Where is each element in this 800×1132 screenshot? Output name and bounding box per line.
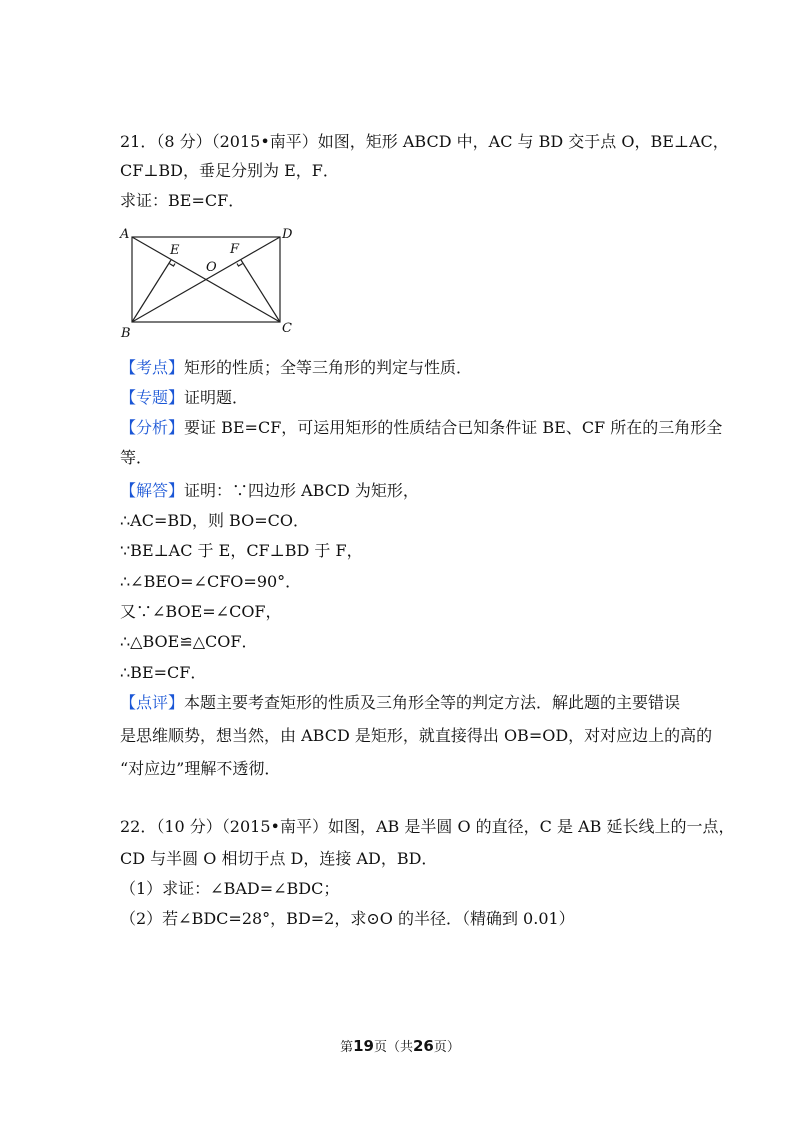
q21-line1: 21．（8 分）（2015•南平）如图，矩形 ABCD 中，AC 与 BD 交于点 O，BE⊥AC， xyxy=(120,132,729,151)
page-footer xyxy=(0,1036,800,1055)
footer-total-pages: 26 xyxy=(413,1037,434,1055)
footer-page-number: 19 xyxy=(353,1037,374,1055)
footer-mid: 页（共 xyxy=(373,1040,413,1055)
fenxi-line xyxy=(120,418,722,438)
q22-line4: （2）若∠BDC=28°，BD=2，求⊙O 的半径．（精确到 0.01） xyxy=(120,909,575,928)
q21-line2: CF⊥BD，垂足分别为 E，F． xyxy=(120,161,339,180)
jieda-step-2: ∵BE⊥AC 于 E，CF⊥BD 于 F， xyxy=(120,541,363,560)
fenxi-tag: 【分析】 xyxy=(120,418,185,437)
jieda-step-1: ∴AC=BD，则 BO=CO． xyxy=(120,511,309,530)
jieda-step-5: ∴△BOE≌△COF． xyxy=(120,632,258,651)
kaodian-tag: 【考点】 xyxy=(120,358,185,377)
q21-line3: 求证：BE=CF． xyxy=(120,191,245,210)
zhuanti-text: 证明题． xyxy=(184,388,249,407)
fenxi-line2: 等． xyxy=(120,448,153,467)
jieda-line xyxy=(120,481,419,501)
right-angle-e xyxy=(170,264,176,267)
dianping-line3: “对应边”理解不透彻． xyxy=(120,759,281,778)
jieda-step-3: ∴∠BEO=∠CFO=90°． xyxy=(120,572,302,591)
label-e: E xyxy=(170,243,180,258)
footer-pre: 第 xyxy=(340,1040,354,1055)
kaodian-line xyxy=(120,358,472,378)
label-c: C xyxy=(282,321,292,336)
q22-line1: 22．（10 分）（2015•南平）如图，AB 是半圆 O 的直径，C 是 AB 延长线上的一点， xyxy=(120,817,735,836)
dianping-text: 本题主要考查矩形的性质及三角形全等的判定方法．解此题的主要错误 xyxy=(184,693,681,712)
segment-be xyxy=(132,260,171,322)
zhuanti-line xyxy=(120,388,248,408)
jieda-step-6: ∴BE=CF． xyxy=(120,663,207,682)
right-angle-f xyxy=(237,264,243,267)
rectangle-figure xyxy=(112,224,302,342)
footer-post: 页） xyxy=(433,1040,460,1055)
label-f: F xyxy=(230,242,240,257)
jieda-step-4: 又∵∠BOE=∠COF， xyxy=(120,602,282,621)
kaodian-text: 矩形的性质；全等三角形的判定与性质． xyxy=(184,358,473,377)
dianping-line xyxy=(120,693,680,713)
q22-line3: （1）求证：∠BAD=∠BDC； xyxy=(120,879,340,898)
jieda-text: 证明：∵四边形 ABCD 为矩形， xyxy=(184,481,419,500)
label-b: B xyxy=(121,326,131,341)
jieda-tag: 【解答】 xyxy=(120,481,185,500)
label-d: D xyxy=(282,227,293,242)
segment-cf xyxy=(241,260,280,322)
dianping-line2: 是思维顺势，想当然，由 ABCD 是矩形，就直接得出 OB=OD，对对应边上的高的 xyxy=(120,726,713,745)
label-o: O xyxy=(206,260,217,275)
q22-line2: CD 与半圆 O 相切于点 D，连接 AD，BD． xyxy=(120,849,438,868)
dianping-tag: 【点评】 xyxy=(120,693,185,712)
fenxi-text: 要证 BE=CF，可运用矩形的性质结合已知条件证 BE、CF 所在的三角形全 xyxy=(184,418,723,437)
zhuanti-tag: 【专题】 xyxy=(120,388,185,407)
label-a: A xyxy=(120,227,130,242)
